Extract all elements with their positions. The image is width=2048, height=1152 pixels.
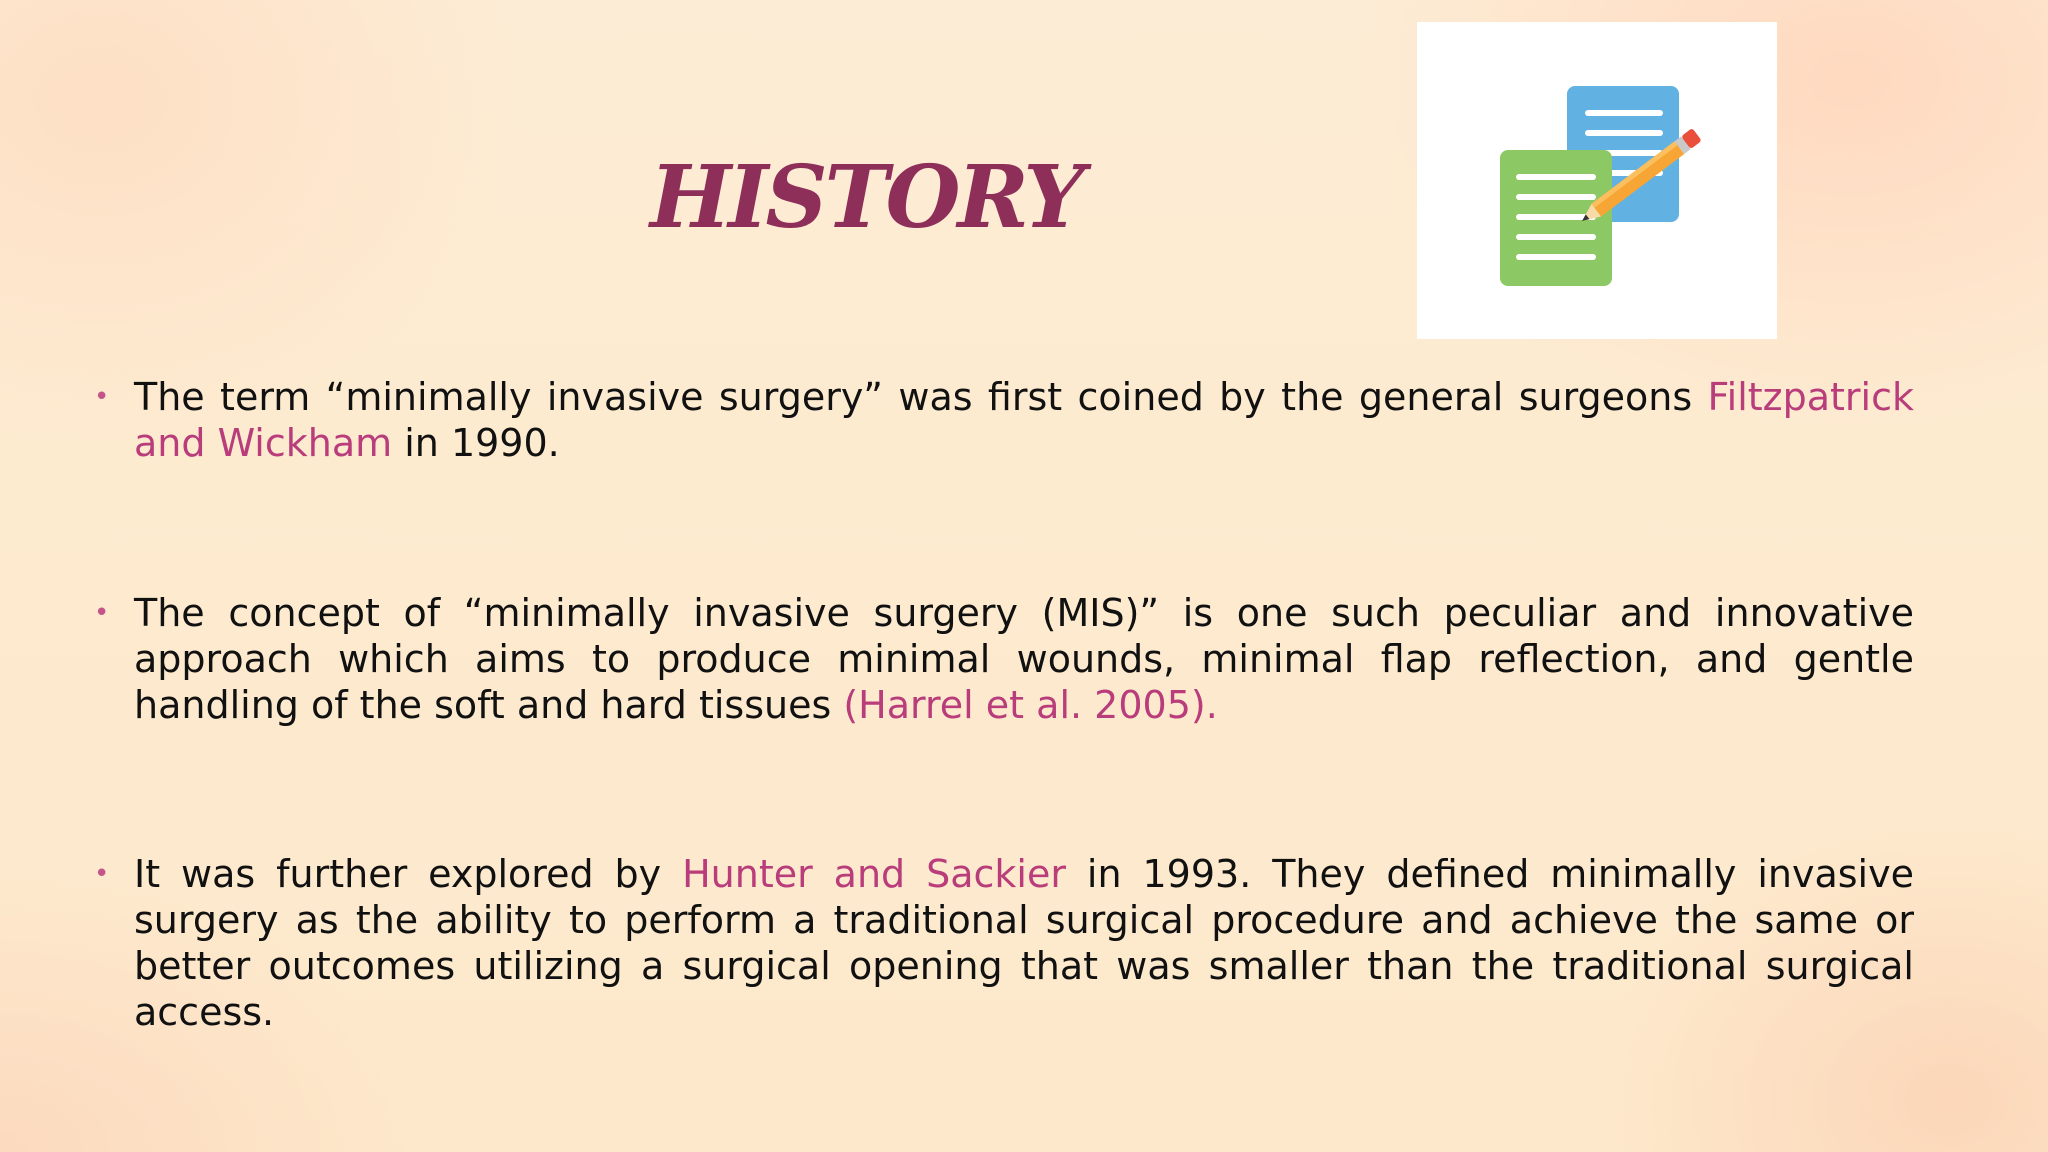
documents-image xyxy=(1417,22,1777,339)
documents-with-pencil-icon xyxy=(1417,22,1777,339)
bullet-item xyxy=(94,851,1914,1035)
bullet-item xyxy=(94,590,1914,728)
bullet-text: The concept of “minimally invasive surgery (MIS)” is one such peculiar and innovative approach which aims to produce minimal wounds, minimal flap reflection, and gentle handling of the soft and hard tissues xyxy=(134,591,1914,727)
bullet-citation: (Harrel et al. 2005). xyxy=(843,683,1218,727)
bullet-citation: Filtzpatrick and Wickham xyxy=(134,375,1914,465)
bullet-citation: Hunter and Sackier xyxy=(682,852,1066,896)
bullet-text: in 1993. They defined minimally invasive surgery as the ability to perform a traditional surgical procedure and achieve the same or better outcomes utilizing a surgical opening that was smaller than the traditional surgical access. xyxy=(134,852,1914,1034)
bullet-text: in 1990. xyxy=(392,421,560,465)
bullet-marker: • xyxy=(94,382,110,412)
bullet-text: The term “minimally invasive surgery” was first coined by the general surgeons xyxy=(134,375,1708,419)
bullet-item xyxy=(94,374,1914,466)
slide-title: HISTORY xyxy=(650,147,1082,248)
bullet-marker: • xyxy=(94,859,110,889)
bullet-text: It was further explored by xyxy=(134,852,683,896)
bullet-marker: • xyxy=(94,598,110,628)
